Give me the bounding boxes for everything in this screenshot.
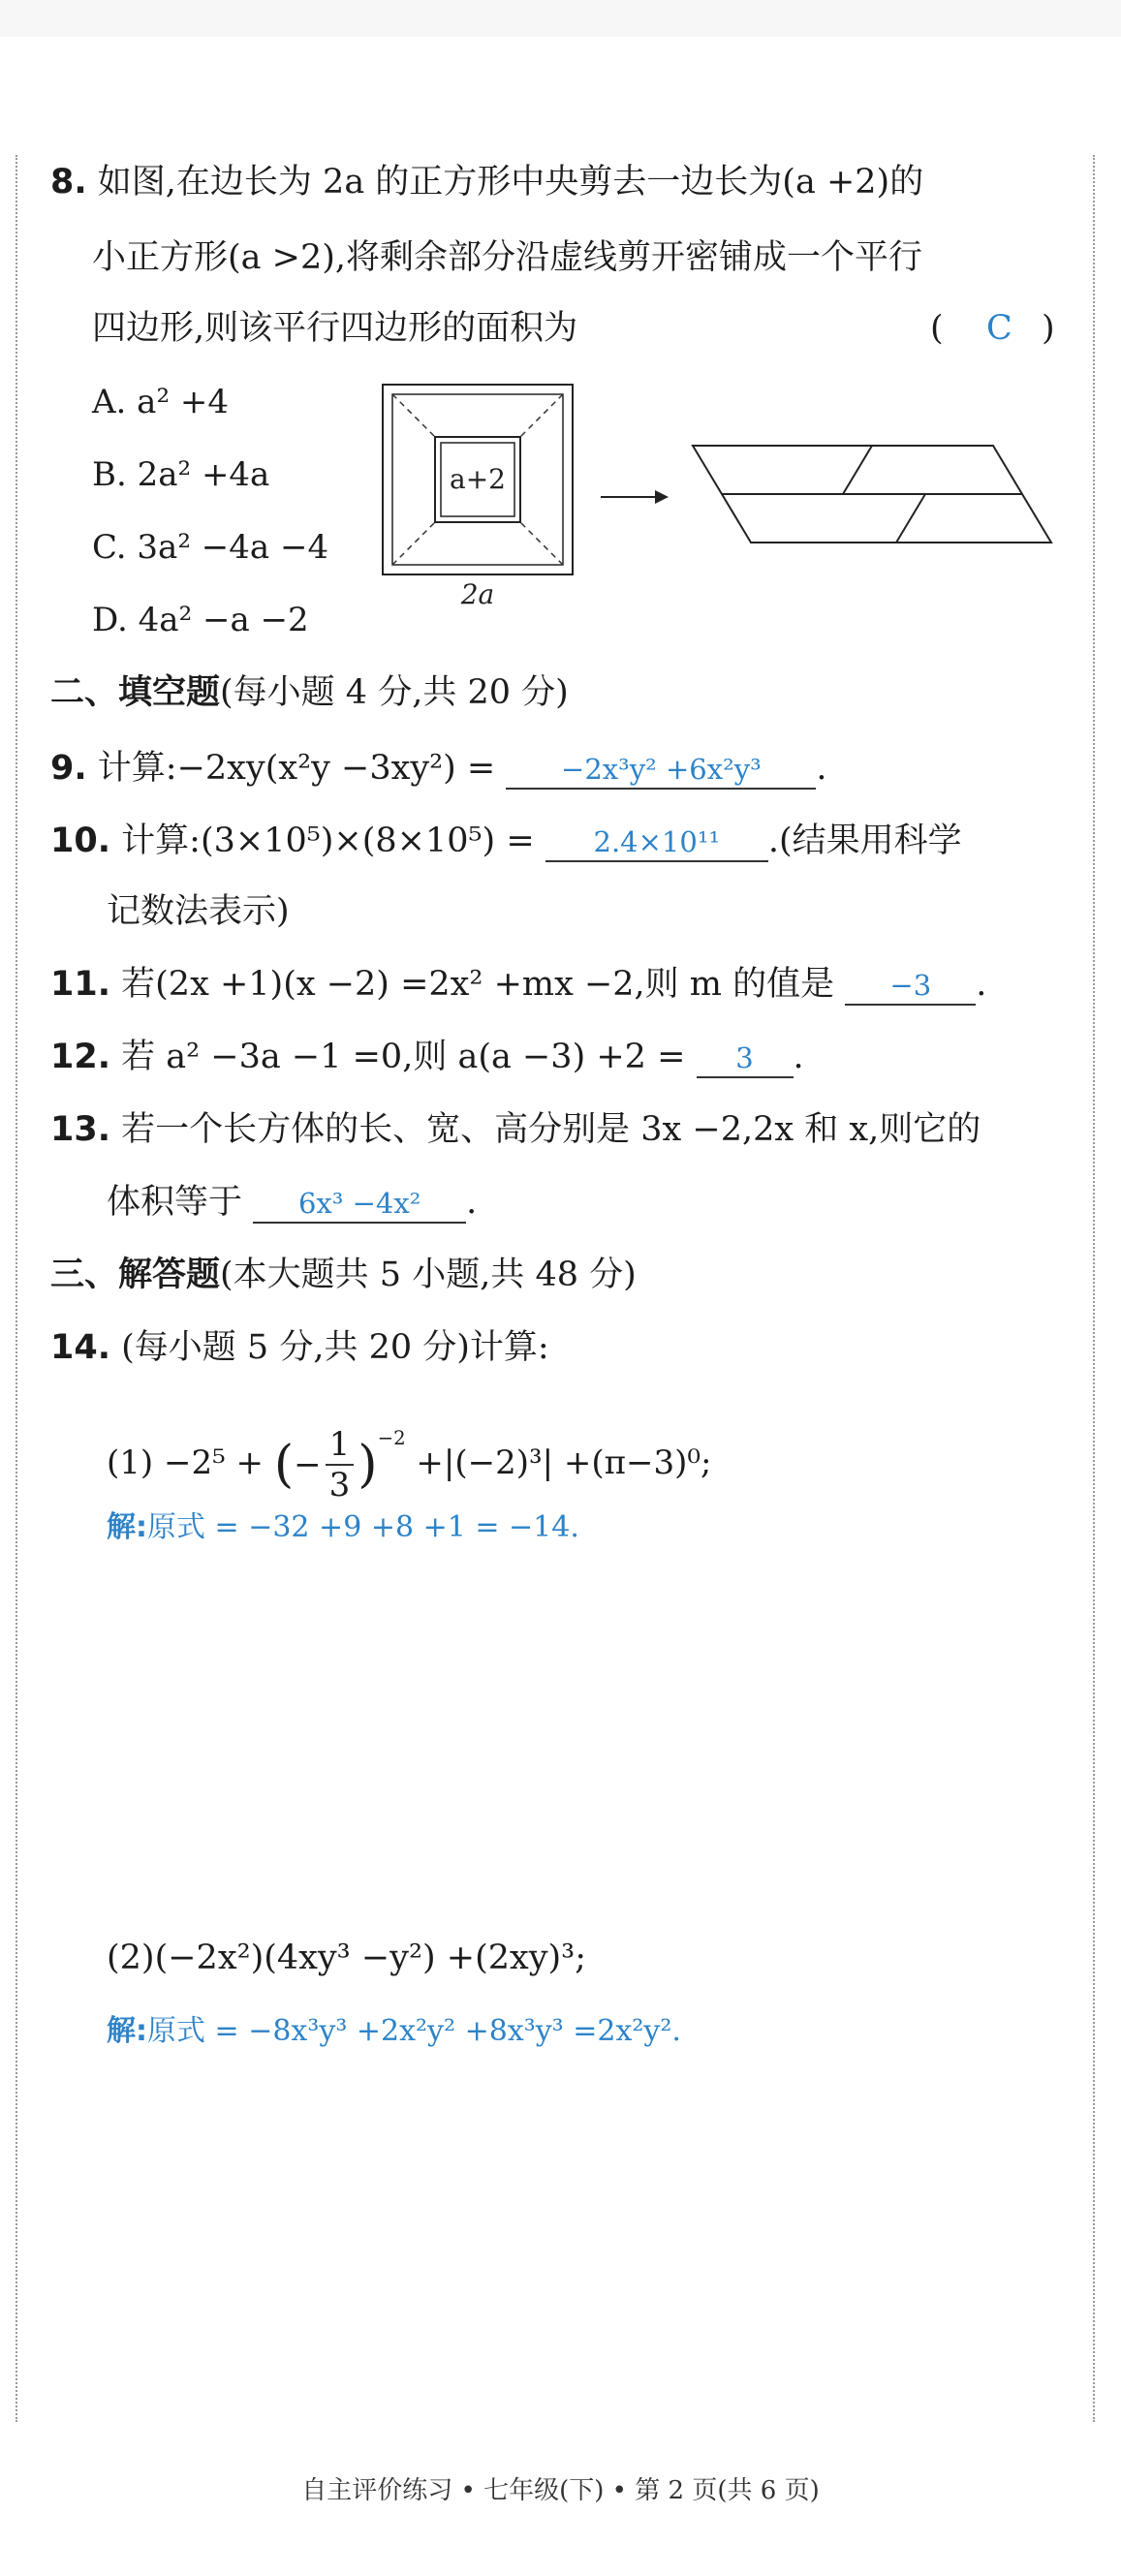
page-footer: 自主评价练习 • 七年级(下) • 第 2 页(共 6 页)	[301, 2476, 820, 2505]
cut-line-bottom-right	[520, 522, 563, 565]
question-13-answer: 6x³ −4x²	[253, 1185, 466, 1224]
question-9-period: .	[816, 749, 827, 788]
question-13-line-1	[50, 1107, 981, 1152]
question-11-text: 若(2x +1)(x −2) =2x² +mx −2,则 m 的值是	[121, 965, 835, 1004]
question-14-part-2: (2)(−2x²)(4xy³ −y²) +(2xy)³;	[107, 1939, 586, 1977]
part-1-tail: +|(−2)³| +(π−3)⁰;	[416, 1443, 712, 1482]
question-8-text-1: 如图,在边长为 2a 的正方形中央剪去一边长为(a +2)的	[97, 163, 924, 202]
question-14-part-1	[107, 1395, 712, 1505]
question-10-text: 计算:(3×10⁵)×(8×10⁵) =	[121, 822, 535, 860]
cut-square-label: a+2	[450, 463, 506, 495]
question-11	[50, 962, 986, 1007]
question-14-intro	[50, 1325, 549, 1370]
question-12-number: 12.	[50, 1038, 111, 1076]
question-8-line-1	[50, 160, 923, 204]
section-2-heading	[50, 670, 569, 715]
section-2-note: (每小题 4 分,共 20 分)	[220, 673, 569, 712]
part-2-solution-lead: 解:	[107, 2014, 147, 2048]
left-paren: (	[273, 1436, 295, 1494]
question-13-line-2	[107, 1180, 477, 1225]
question-11-answer: −3	[845, 967, 976, 1006]
section-2-title: 二、填空题	[50, 673, 221, 712]
parallelogram-divider-top	[843, 446, 872, 494]
question-8-figure	[368, 373, 1066, 605]
left-margin-dotted-line	[16, 155, 17, 2422]
parallelogram-divider-bottom	[896, 494, 925, 543]
question-10-line-2: 记数法表示)	[107, 892, 290, 931]
question-9-answer: −2x³y² +6x²y³	[506, 751, 816, 790]
question-12-text: 若 a² −3a −1 =0,则 a(a −3) +2 =	[121, 1038, 686, 1076]
fraction-numerator: 1	[326, 1425, 355, 1466]
option-d: D. 4a² −a −2	[92, 601, 309, 639]
outer-square-side-label: 2a	[460, 578, 495, 605]
section-3-note: (本大题共 5 小题,共 48 分)	[220, 1256, 637, 1294]
question-8-number: 8.	[50, 163, 87, 202]
option-a: A. a² +4	[92, 383, 229, 421]
question-9-number: 9.	[50, 749, 87, 788]
question-12-period: .	[793, 1038, 804, 1076]
question-14-text: (每小题 5 分,共 20 分)计算:	[121, 1328, 549, 1367]
right-paren: )	[358, 1436, 378, 1494]
fraction	[326, 1425, 355, 1505]
question-10-answer: 2.4×10¹¹	[545, 823, 768, 862]
part-1-solution	[107, 1508, 579, 1547]
part-1-lead: (1) −2⁵ +	[107, 1443, 265, 1482]
question-9-text: 计算:−2xy(x²y −3xy²) =	[97, 749, 496, 788]
question-10-number: 10.	[50, 822, 111, 860]
arrow-head	[655, 490, 669, 504]
question-10-suffix: .(结果用科学	[767, 822, 962, 860]
question-12-answer: 3	[697, 1040, 794, 1078]
right-margin-dotted-line	[1093, 155, 1095, 2422]
question-13-text-2: 体积等于	[107, 1183, 243, 1222]
question-8-line-3: 四边形,则该平行四边形的面积为	[92, 309, 578, 348]
section-3-heading	[50, 1253, 637, 1297]
question-13-text-1: 若一个长方体的长、宽、高分别是 3x −2,2x 和 x,则它的	[121, 1110, 981, 1149]
fraction-denominator: 3	[328, 1466, 351, 1505]
question-11-period: .	[976, 965, 987, 1004]
page-top-edge	[0, 0, 1121, 37]
part-2-solution	[107, 2012, 681, 2051]
question-12	[50, 1035, 804, 1079]
option-c: C. 3a² −4a −4	[92, 528, 329, 567]
answer-paren-close: )	[1042, 309, 1055, 348]
question-9	[50, 746, 827, 791]
answer-paren-open: (	[930, 309, 944, 348]
question-14-number: 14.	[50, 1328, 111, 1367]
question-11-number: 11.	[50, 965, 111, 1004]
question-13-period: .	[466, 1183, 478, 1222]
question-10	[50, 819, 962, 863]
question-8-answer: C	[986, 309, 1012, 348]
part-1-solution-lead: 解:	[107, 1510, 147, 1544]
cut-line-top-left	[392, 394, 435, 437]
option-b: B. 2a² +4a	[92, 455, 270, 494]
question-8-line-2: 小正方形(a >2),将剩余部分沿虚线剪开密铺成一个平行	[92, 238, 923, 277]
negative-two-exponent: −2	[377, 1427, 406, 1449]
minus-sign: −	[294, 1445, 322, 1484]
part-1-solution-text: 原式 = −32 +9 +8 +1 = −14.	[147, 1510, 579, 1544]
question-13-number: 13.	[50, 1110, 111, 1149]
cut-line-bottom-left	[392, 522, 435, 565]
cut-line-top-right	[520, 394, 563, 437]
section-3-title: 三、解答题	[50, 1256, 221, 1294]
part-2-solution-text: 原式 = −8x³y³ +2x²y² +8x³y³ =2x²y².	[147, 2014, 681, 2048]
